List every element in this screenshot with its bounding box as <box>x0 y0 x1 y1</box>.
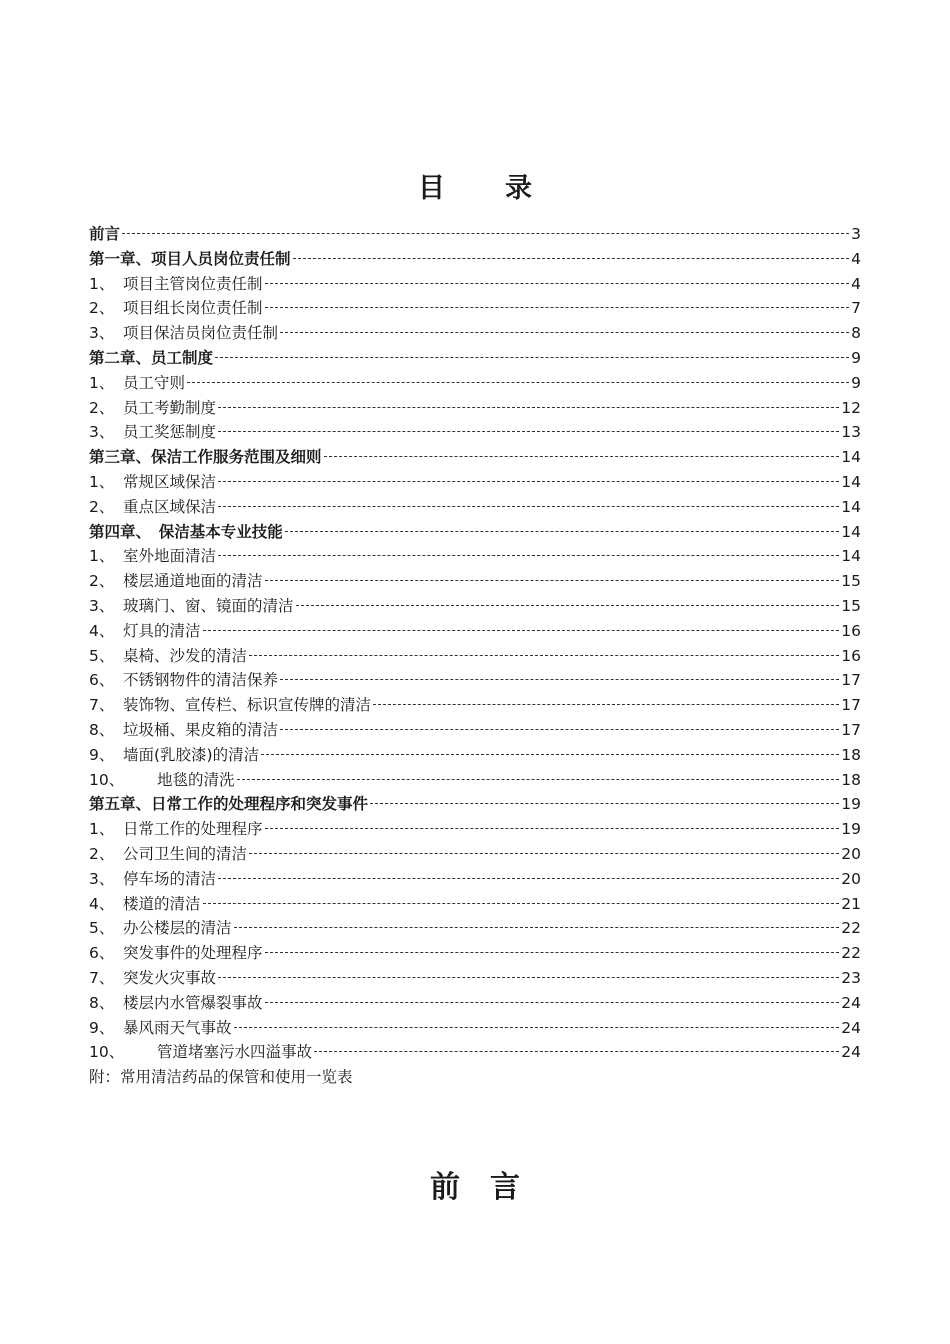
toc-entry[interactable] <box>89 718 861 743</box>
toc-entry-label: 项目保洁员岗位责任制 <box>123 324 279 343</box>
toc-dot-leader <box>218 406 839 408</box>
toc-dot-leader <box>249 654 839 656</box>
toc-entry-number: 8、 <box>89 993 115 1012</box>
toc-entry[interactable] <box>89 470 861 495</box>
toc-dot-leader <box>203 902 840 904</box>
toc-entry-number: 1、 <box>89 373 115 392</box>
toc-entry-number: 2、 <box>89 497 115 516</box>
toc-entry-label: 员工守则 <box>123 373 186 392</box>
toc-entry-number: 6、 <box>89 944 115 963</box>
toc-entry[interactable] <box>89 768 861 793</box>
toc-dot-leader <box>237 778 840 780</box>
toc-entry-label: 公司卫生间的清洁 <box>123 844 248 863</box>
toc-entry-label: 楼层通道地面的清洁 <box>123 572 263 591</box>
toc-entry-page-number: 23 <box>841 968 861 987</box>
toc-dot-leader <box>265 282 850 284</box>
toc-entry[interactable] <box>89 296 861 321</box>
toc-entry[interactable] <box>89 346 861 371</box>
toc-entry-page-number: 13 <box>841 423 861 442</box>
toc-entry-number: 1、 <box>89 274 115 293</box>
toc-entry-label: 墙面(乳胶漆)的清洁 <box>123 745 260 764</box>
toc-entry[interactable] <box>89 892 861 917</box>
toc-appendix: 附：常用清洁药品的保管和使用一览表 <box>89 1068 353 1087</box>
toc-entry-page-number: 7 <box>851 299 861 318</box>
toc-entry-page-number: 9 <box>851 348 861 367</box>
toc-dot-leader <box>314 1050 839 1052</box>
toc-entry-page-number: 24 <box>841 993 861 1012</box>
toc-entry-page-number: 9 <box>851 373 861 392</box>
toc-entry-number: 5、 <box>89 646 115 665</box>
toc-entry-page-number: 24 <box>841 1018 861 1037</box>
toc-entry-number: 7、 <box>89 696 115 715</box>
toc-dot-leader <box>293 257 850 259</box>
toc-entry-page-number: 18 <box>841 770 861 789</box>
toc-entry[interactable] <box>89 272 861 297</box>
toc-entry-number: 1、 <box>89 472 115 491</box>
toc-entry-label: 玻璃门、窗、镜面的清洁 <box>123 596 294 615</box>
toc-dot-leader <box>215 356 849 358</box>
toc-dot-leader <box>265 1001 840 1003</box>
toc-entry[interactable] <box>89 743 861 768</box>
toc-entry[interactable] <box>89 222 861 247</box>
toc-entry[interactable] <box>89 867 861 892</box>
toc-dot-leader <box>265 827 840 829</box>
toc-dot-leader <box>324 455 840 457</box>
toc-entry[interactable] <box>89 396 861 421</box>
toc-entry-number: 3、 <box>89 596 115 615</box>
toc-dot-leader <box>218 505 839 507</box>
toc-dot-leader <box>187 381 849 383</box>
toc-entry-label: 突发火灾事故 <box>123 968 217 987</box>
toc-entry-label: 停车场的清洁 <box>123 869 217 888</box>
toc-entry-page-number: 20 <box>841 844 861 863</box>
toc-entry-page-number: 4 <box>851 249 861 268</box>
toc-entry-label: 常规区域保洁 <box>123 472 217 491</box>
toc-entry[interactable] <box>89 941 861 966</box>
toc-entry[interactable] <box>89 792 861 817</box>
toc-dot-leader <box>234 926 840 928</box>
toc-dot-leader <box>249 852 839 854</box>
toc-entry[interactable] <box>89 817 861 842</box>
toc-title <box>0 166 950 205</box>
toc-entry[interactable] <box>89 247 861 272</box>
toc-entry-label: 项目主管岗位责任制 <box>123 274 263 293</box>
toc-dot-leader <box>234 1026 840 1028</box>
toc-title-right: 录 <box>505 173 532 204</box>
toc-entry-page-number: 12 <box>841 398 861 417</box>
toc-entry-label: 垃圾桶、果皮箱的清洁 <box>123 720 279 739</box>
toc-entry-page-number: 17 <box>841 696 861 715</box>
toc-entry[interactable] <box>89 693 861 718</box>
toc-entry[interactable] <box>89 544 861 569</box>
toc-entry-page-number: 19 <box>841 795 861 814</box>
toc-entry-page-number: 22 <box>841 944 861 963</box>
toc-entry[interactable] <box>89 644 861 669</box>
toc-entry-number: 1、 <box>89 820 115 839</box>
toc-dot-leader <box>203 629 840 631</box>
toc-entry-label: 灯具的清洁 <box>123 621 201 640</box>
toc-entry-number: 2、 <box>89 398 115 417</box>
toc-entry-page-number: 24 <box>841 1043 861 1062</box>
toc-dot-leader <box>296 604 840 606</box>
toc-entry[interactable] <box>89 916 861 941</box>
toc-entry[interactable] <box>89 842 861 867</box>
toc-entry-page-number: 4 <box>851 274 861 293</box>
toc-entry-number: 3、 <box>89 423 115 442</box>
toc-dot-leader <box>265 579 840 581</box>
toc-entry-number: 10、 <box>89 770 125 789</box>
toc-entry-number: 2、 <box>89 844 115 863</box>
toc-dot-leader <box>285 530 840 532</box>
toc-entry-label: 日常工作的处理程序 <box>123 820 263 839</box>
toc-entry-number: 10、 <box>89 1043 125 1062</box>
toc-entry-number: 3、 <box>89 324 115 343</box>
toc-dot-leader <box>261 753 839 755</box>
toc-entry-number: 6、 <box>89 671 115 690</box>
toc-entry-page-number: 15 <box>841 572 861 591</box>
preface-title-right: 言 <box>490 1170 520 1205</box>
toc-entry-number: 4、 <box>89 621 115 640</box>
toc-entry-page-number: 17 <box>841 720 861 739</box>
toc-entry-label: 重点区域保洁 <box>123 497 217 516</box>
toc-entry-page-number: 18 <box>841 745 861 764</box>
toc-title-left: 目 <box>418 173 445 204</box>
toc-entry-label: 第三章、保洁工作服务范围及细则 <box>89 448 322 467</box>
toc-dot-leader <box>373 703 839 705</box>
toc-entry[interactable] <box>89 371 861 396</box>
toc-entry[interactable] <box>89 445 861 470</box>
toc-entry-page-number: 16 <box>841 646 861 665</box>
toc-entry[interactable] <box>89 569 861 594</box>
toc-entry[interactable] <box>89 991 861 1016</box>
toc-entry-label: 员工考勤制度 <box>123 398 217 417</box>
toc-entry-number: 9、 <box>89 745 115 764</box>
toc-entry-page-number: 8 <box>851 324 861 343</box>
toc-entry-label: 暴风雨天气事故 <box>123 1018 232 1037</box>
toc-dot-leader <box>370 802 839 804</box>
toc-entry[interactable] <box>89 321 861 346</box>
toc-dot-leader <box>280 728 839 730</box>
toc-entry-number: 4、 <box>89 894 115 913</box>
toc-entry[interactable] <box>89 594 861 619</box>
toc-entry[interactable] <box>89 1016 861 1041</box>
toc-entry-label: 地毯的清洗 <box>157 770 235 789</box>
toc-entry-page-number: 22 <box>841 919 861 938</box>
toc-entry[interactable] <box>89 495 861 520</box>
toc-entry-label: 装饰物、宣传栏、标识宣传牌的清洁 <box>123 696 372 715</box>
toc-entry-label: 桌椅、沙发的清洁 <box>123 646 248 665</box>
toc-entry-label: 不锈钢物件的清洁保养 <box>123 671 279 690</box>
toc-entry-number: 8、 <box>89 720 115 739</box>
preface-title <box>0 1162 950 1206</box>
toc-dot-leader <box>218 554 839 556</box>
toc-entry[interactable] <box>89 619 861 644</box>
toc-entry-page-number: 15 <box>841 596 861 615</box>
toc-entry[interactable] <box>89 966 861 991</box>
toc-entry-page-number: 3 <box>851 225 861 243</box>
toc-entry-number: 9、 <box>89 1018 115 1037</box>
toc-entry-label: 第四章、 保洁基本专业技能 <box>89 522 283 541</box>
toc-dot-leader <box>218 430 839 432</box>
toc-entry-page-number: 20 <box>841 869 861 888</box>
toc-entry-number: 1、 <box>89 547 115 566</box>
toc-dot-leader <box>265 306 850 308</box>
preface-title-left: 前 <box>430 1170 460 1205</box>
toc-entry-page-number: 14 <box>841 547 861 566</box>
toc-dot-leader <box>265 951 840 953</box>
toc-entry[interactable] <box>89 520 861 545</box>
toc-entry-page-number: 14 <box>841 522 861 541</box>
toc-entry-label: 项目组长岗位责任制 <box>123 299 263 318</box>
toc-entry[interactable] <box>89 668 861 693</box>
toc-entry-label: 楼层内水管爆裂事故 <box>123 993 263 1012</box>
toc-dot-leader <box>280 678 839 680</box>
toc-entry-number: 7、 <box>89 968 115 987</box>
toc-entry-label: 前言 <box>89 225 121 243</box>
toc-dot-leader <box>218 480 839 482</box>
toc-entry-page-number: 17 <box>841 671 861 690</box>
toc-entry-number: 2、 <box>89 572 115 591</box>
toc-entry-label: 第一章、项目人员岗位责任制 <box>89 249 291 268</box>
toc-entry-label: 第五章、日常工作的处理程序和突发事件 <box>89 795 369 814</box>
toc-dot-leader <box>218 976 839 978</box>
toc-dot-leader <box>122 232 849 234</box>
toc-entry-number: 3、 <box>89 869 115 888</box>
toc-entry-label: 办公楼层的清洁 <box>123 919 232 938</box>
toc-dot-leader <box>218 877 839 879</box>
toc-entry[interactable] <box>89 420 861 445</box>
toc-entry-label: 员工奖惩制度 <box>123 423 217 442</box>
toc-entry-page-number: 14 <box>841 472 861 491</box>
toc-entry-number: 5、 <box>89 919 115 938</box>
toc-entry-label: 突发事件的处理程序 <box>123 944 263 963</box>
toc-entry-number: 2、 <box>89 299 115 318</box>
table-of-contents <box>89 222 861 1090</box>
toc-entry-page-number: 14 <box>841 497 861 516</box>
toc-entry-page-number: 16 <box>841 621 861 640</box>
toc-entry-label: 楼道的清洁 <box>123 894 201 913</box>
toc-entry[interactable] <box>89 1040 861 1065</box>
toc-dot-leader <box>280 331 849 333</box>
toc-entry-page-number: 14 <box>841 448 861 467</box>
toc-entry-label: 室外地面清洁 <box>123 547 217 566</box>
toc-entry-label: 第二章、员工制度 <box>89 348 214 367</box>
toc-entry-page-number: 21 <box>841 894 861 913</box>
toc-entry-page-number: 19 <box>841 820 861 839</box>
toc-entry-label: 管道堵塞污水四溢事故 <box>157 1043 313 1062</box>
